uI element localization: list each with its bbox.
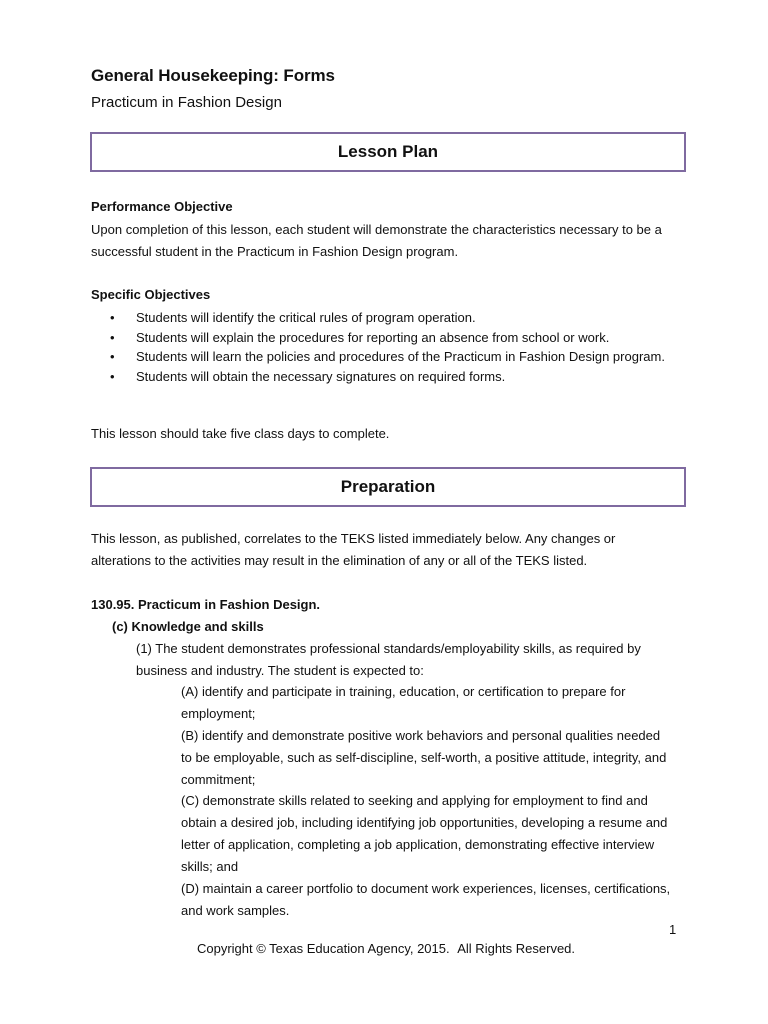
knowledge-skills-label: (c) Knowledge and skills	[112, 619, 264, 634]
lesson-duration-text: This lesson should take five class days to complete.	[91, 426, 390, 441]
standard-item-c: (C) demonstrate skills related to seeking and applying for employment to find and obtain a desired job, including identifying job opportunities, developing a resume and letter of application, completing a job application, demonstrating effective interview skills; and	[181, 793, 668, 874]
footer	[0, 939, 768, 959]
standard-item-d: (D) maintain a career portfolio to document work experiences, licenses, certifications, and work samples.	[181, 881, 671, 918]
bullet-icon: •	[110, 310, 115, 325]
bullet-icon: •	[110, 368, 115, 384]
standard-item-a: (A) identify and participate in training, education, or certification to prepare for employment;	[181, 684, 626, 721]
lesson-plan-heading: Lesson Plan	[337, 142, 439, 161]
preparation-heading-box	[90, 467, 686, 507]
footer-rights: All Rights Reserved.	[457, 941, 576, 956]
document-title: General Housekeeping: Forms	[91, 66, 335, 85]
performance-objective-text: Upon completion of this lesson, each student will demonstrate the characteristics necessary to be a successful student in the Practicum in Fashion Design program.	[91, 222, 662, 259]
objective-text: Students will learn the policies and procedures of the Practicum in Fashion Design program.	[136, 349, 665, 364]
list-item	[108, 308, 668, 328]
preparation-intro-text: This lesson, as published, correlates to the TEKS listed immediately below. Any changes or alterations to the activities may result in the elimination of any or all of the TEKS listed.	[91, 531, 616, 568]
objective-text: Students will obtain the necessary signatures on required forms.	[136, 368, 506, 384]
bullet-icon: •	[110, 329, 115, 345]
bullet-icon: •	[110, 349, 115, 364]
page-number: 1	[669, 922, 677, 937]
objective-text: Students will explain the procedures for reporting an absence from school or work.	[136, 329, 610, 345]
preparation-heading: Preparation	[340, 477, 436, 496]
specific-objectives-label: Specific Objectives	[91, 287, 211, 302]
list-item	[108, 328, 668, 348]
document-subtitle: Practicum in Fashion Design	[91, 94, 282, 111]
objective-text: Students will identify the critical rules of program operation.	[136, 310, 476, 325]
teks-code: 130.95. Practicum in Fashion Design.	[91, 597, 321, 612]
standard-1-text: (1) The student demonstrates professional standards/employability skills, as required by business and industry. The student is expected to:	[136, 641, 641, 678]
performance-objective-label: Performance Objective	[91, 199, 233, 214]
specific-objectives-list	[108, 308, 668, 386]
standard-item-b: (B) identify and demonstrate positive work behaviors and personal qualities needed to be employable, such as self-discipline, self-worth, a positive attitude, integrity, and commitment;	[181, 728, 667, 787]
list-item	[108, 347, 668, 367]
list-item	[108, 367, 668, 387]
footer-copyright: Copyright © Texas Education Agency, 2015.	[196, 941, 450, 956]
lesson-plan-heading-box	[90, 132, 686, 172]
